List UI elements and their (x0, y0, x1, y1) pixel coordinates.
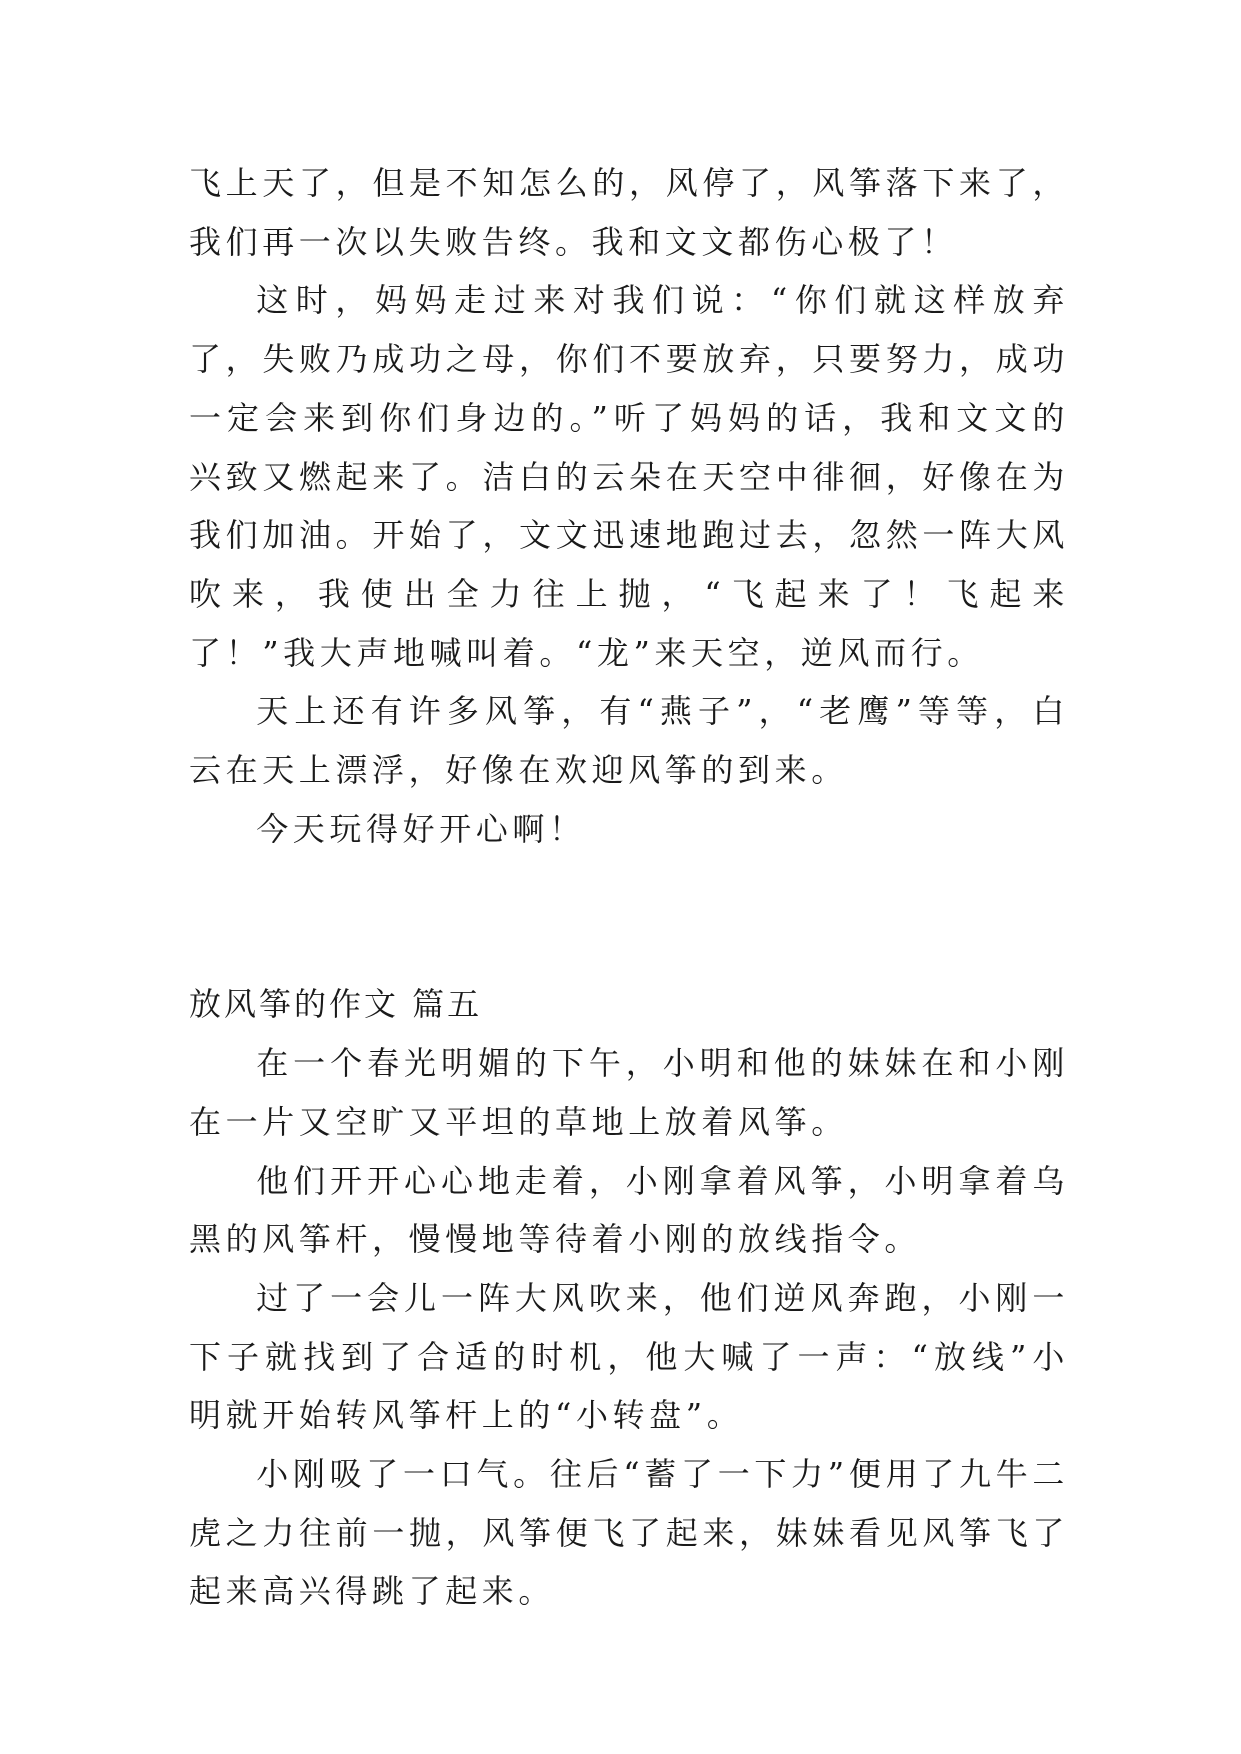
paragraph: 今天玩得好开心啊！ (256, 809, 586, 848)
paragraph: 这时，妈妈走过来对我们说：“你们就这样放弃了，失败乃成功之母，你们不要放弃，只要努力，成功一定会来到你们身边的。”听了妈妈的话，我和文文的兴致又燃起来了。洁白的云朵在天空中徘徊，好像在为我们加油。开始了，文文迅速地跑过去，忽然一阵大风吹来，我使出全力往上抛，“飞起来了！飞起来了！”我大声地喊叫着。“龙”来天空，逆风而行。 (189, 281, 1069, 672)
paragraph: 天上还有许多风筝，有“燕子”，“老鹰”等等，白云在天上漂浮，好像在欢迎风筝的到来。 (189, 692, 1069, 790)
paragraph: 小刚吸了一口气。往后“蓄了一下力”便用了九牛二虎之力往前一抛，风筝便飞了起来，妹妹看见风筝飞了起来高兴得跳了起来。 (189, 1455, 1069, 1611)
paragraph: 他们开开心心地走着，小刚拿着风筝，小明拿着乌黑的风筝杆，慢慢地等待着小刚的放线指令。 (189, 1161, 1069, 1259)
paragraph: 过了一会儿一阵大风吹来，他们逆风奔跑，小刚一下子就找到了合适的时机，他大喊了一声：“放线”小明就开始转风筝杆上的“小转盘”。 (189, 1278, 1069, 1435)
section-heading: 放风筝的作文 篇五 (189, 985, 483, 1024)
section-gap (189, 858, 1069, 975)
paragraph: 在一个春光明媚的下午，小明和他的妹妹在和小刚在一片又空旷又平坦的草地上放着风筝。 (189, 1044, 1069, 1141)
paragraph-continued: 飞上天了，但是不知怎么的，风停了，风筝落下来了，我们再一次以失败告终。我和文文都伤心极了！ (189, 164, 1069, 261)
document-body (189, 154, 1069, 1621)
